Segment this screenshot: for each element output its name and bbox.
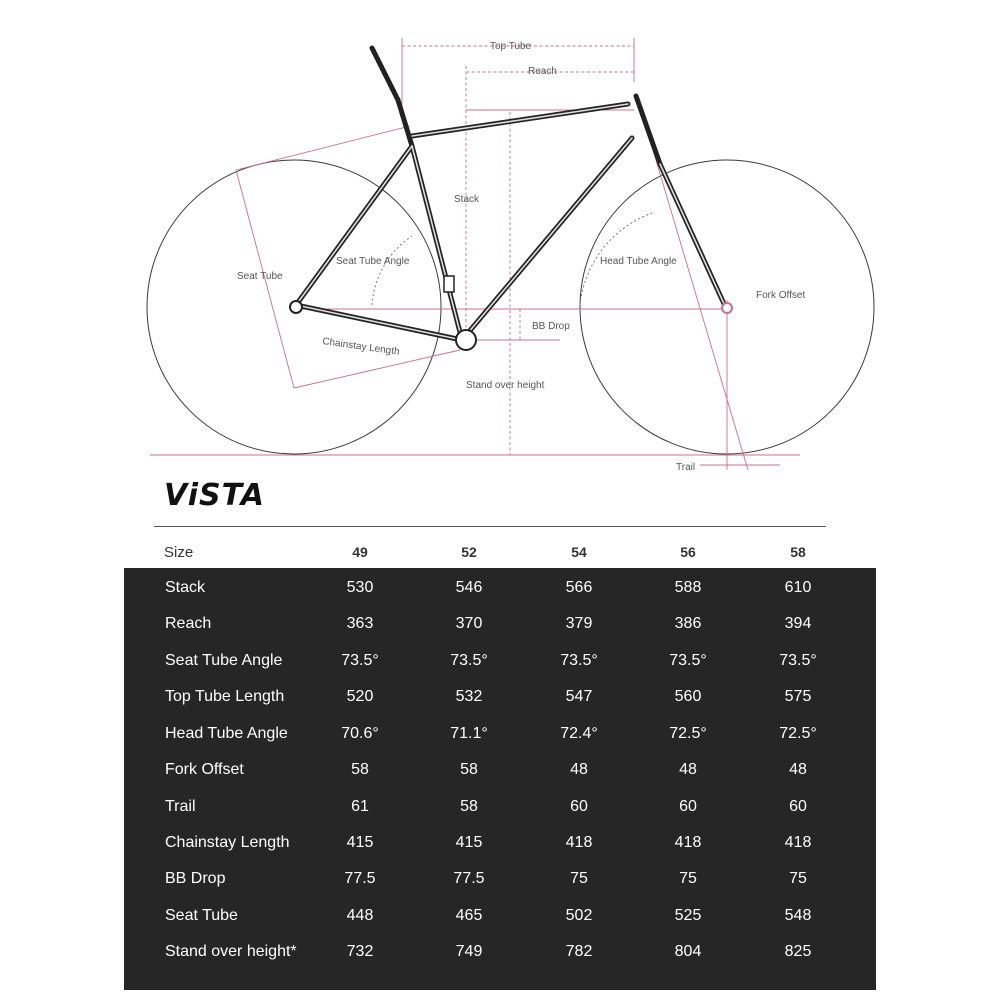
label-seat-tube: Seat Tube: [237, 271, 283, 282]
row-label: Seat Tube: [165, 907, 238, 924]
row-label: Fork Offset: [165, 761, 244, 778]
size-column-header: 49: [352, 544, 368, 560]
label-top-tube: Top Tube: [490, 41, 532, 52]
label-seat-tube-angle: Seat Tube Angle: [336, 256, 410, 267]
label-stand-over-height: Stand over height: [466, 380, 545, 391]
table-cell: 532: [455, 688, 483, 705]
table-cell: 804: [674, 943, 702, 960]
seat-tube-extension: [236, 126, 410, 170]
table-cell: 546: [455, 579, 483, 596]
table-cell: 72.5°: [669, 725, 707, 742]
table-cell: 75: [789, 870, 807, 887]
table-cell: 782: [565, 943, 593, 960]
table-row: [124, 865, 876, 895]
size-header-row: [124, 540, 876, 566]
table-row: [124, 793, 876, 823]
table-cell: 418: [565, 834, 593, 851]
table-cell: 48: [570, 761, 588, 778]
table-row: [124, 574, 876, 604]
table-cell: 560: [674, 688, 702, 705]
table-cell: 77.5: [453, 870, 485, 887]
table-cell: 48: [789, 761, 807, 778]
table-cell: 58: [351, 761, 369, 778]
table-cell: 48: [679, 761, 697, 778]
table-cell: 732: [346, 943, 374, 960]
size-column-header: 54: [571, 544, 587, 560]
row-label: Seat Tube Angle: [165, 652, 283, 669]
table-cell: 73.5°: [779, 652, 817, 669]
row-label: Trail: [165, 798, 196, 815]
table-row: [124, 902, 876, 932]
bike-frame: [290, 48, 732, 350]
label-trail: Trail: [676, 462, 696, 473]
table-cell: 418: [784, 834, 812, 851]
table-cell: 73.5°: [669, 652, 707, 669]
table-cell: 363: [346, 615, 374, 632]
table-cell: 530: [346, 579, 374, 596]
table-cell: 73.5°: [450, 652, 488, 669]
steering-axis-line: [650, 140, 748, 470]
size-column-header: 58: [790, 544, 806, 560]
table-cell: 72.5°: [779, 725, 817, 742]
table-cell: 548: [784, 907, 812, 924]
table-cell: 520: [346, 688, 374, 705]
table-cell: 58: [460, 798, 478, 815]
row-label: Reach: [165, 615, 212, 632]
table-cell: 415: [455, 834, 483, 851]
table-cell: 386: [674, 615, 702, 632]
table-cell: 75: [570, 870, 588, 887]
table-row: [124, 647, 876, 677]
table-cell: 73.5°: [560, 652, 598, 669]
table-cell: 58: [460, 761, 478, 778]
table-cell: 502: [565, 907, 593, 924]
table-row: [124, 829, 876, 859]
table-cell: 60: [789, 798, 807, 815]
geometry-table: [124, 568, 876, 990]
label-bb-drop: BB Drop: [532, 321, 570, 332]
table-cell: 73.5°: [341, 652, 379, 669]
table-cell: 75: [679, 870, 697, 887]
chainstay-dim-line: [294, 350, 460, 388]
table-cell: 60: [570, 798, 588, 815]
table-cell: 575: [784, 688, 812, 705]
table-cell: 71.1°: [450, 725, 488, 742]
size-column-header: 52: [461, 544, 477, 560]
table-cell: 418: [674, 834, 702, 851]
seat-tube-angle-arc: [372, 236, 412, 305]
label-fork-offset: Fork Offset: [756, 290, 806, 301]
size-column-header: 56: [680, 544, 696, 560]
table-cell: 588: [674, 579, 702, 596]
row-label: BB Drop: [165, 870, 226, 887]
row-label: Head Tube Angle: [165, 725, 288, 742]
table-cell: 394: [784, 615, 812, 632]
table-cell: 566: [565, 579, 593, 596]
table-cell: 825: [784, 943, 812, 960]
label-reach: Reach: [528, 66, 557, 77]
table-row: [124, 756, 876, 786]
table-cell: 70.6°: [341, 725, 379, 742]
row-label: Stand over height*: [165, 943, 297, 960]
geometry-diagram: [0, 0, 1000, 480]
table-row: [124, 610, 876, 640]
table-cell: 370: [455, 615, 483, 632]
table-cell: 415: [346, 834, 374, 851]
label-chainstay-length: Chainstay Length: [321, 336, 401, 358]
size-header-label: Size: [164, 544, 194, 561]
table-cell: 465: [455, 907, 483, 924]
table-cell: 525: [674, 907, 702, 924]
table-cell: 72.4°: [560, 725, 598, 742]
table-row: [124, 720, 876, 750]
row-label: Top Tube Length: [165, 688, 285, 705]
brand-divider: [154, 526, 826, 527]
table-row: [124, 683, 876, 713]
table-cell: 61: [351, 798, 369, 815]
table-cell: 610: [784, 579, 812, 596]
label-stack: Stack: [454, 194, 480, 205]
row-label: Stack: [165, 579, 206, 596]
row-label: Chainstay Length: [165, 834, 290, 851]
table-cell: 77.5: [344, 870, 376, 887]
table-cell: 448: [346, 907, 374, 924]
table-cell: 60: [679, 798, 697, 815]
label-head-tube-angle: Head Tube Angle: [600, 256, 677, 267]
table-cell: 547: [565, 688, 593, 705]
table-cell: 749: [455, 943, 483, 960]
table-cell: 379: [565, 615, 593, 632]
table-row: [124, 938, 876, 968]
brand-logo: ViSTA: [164, 478, 265, 513]
